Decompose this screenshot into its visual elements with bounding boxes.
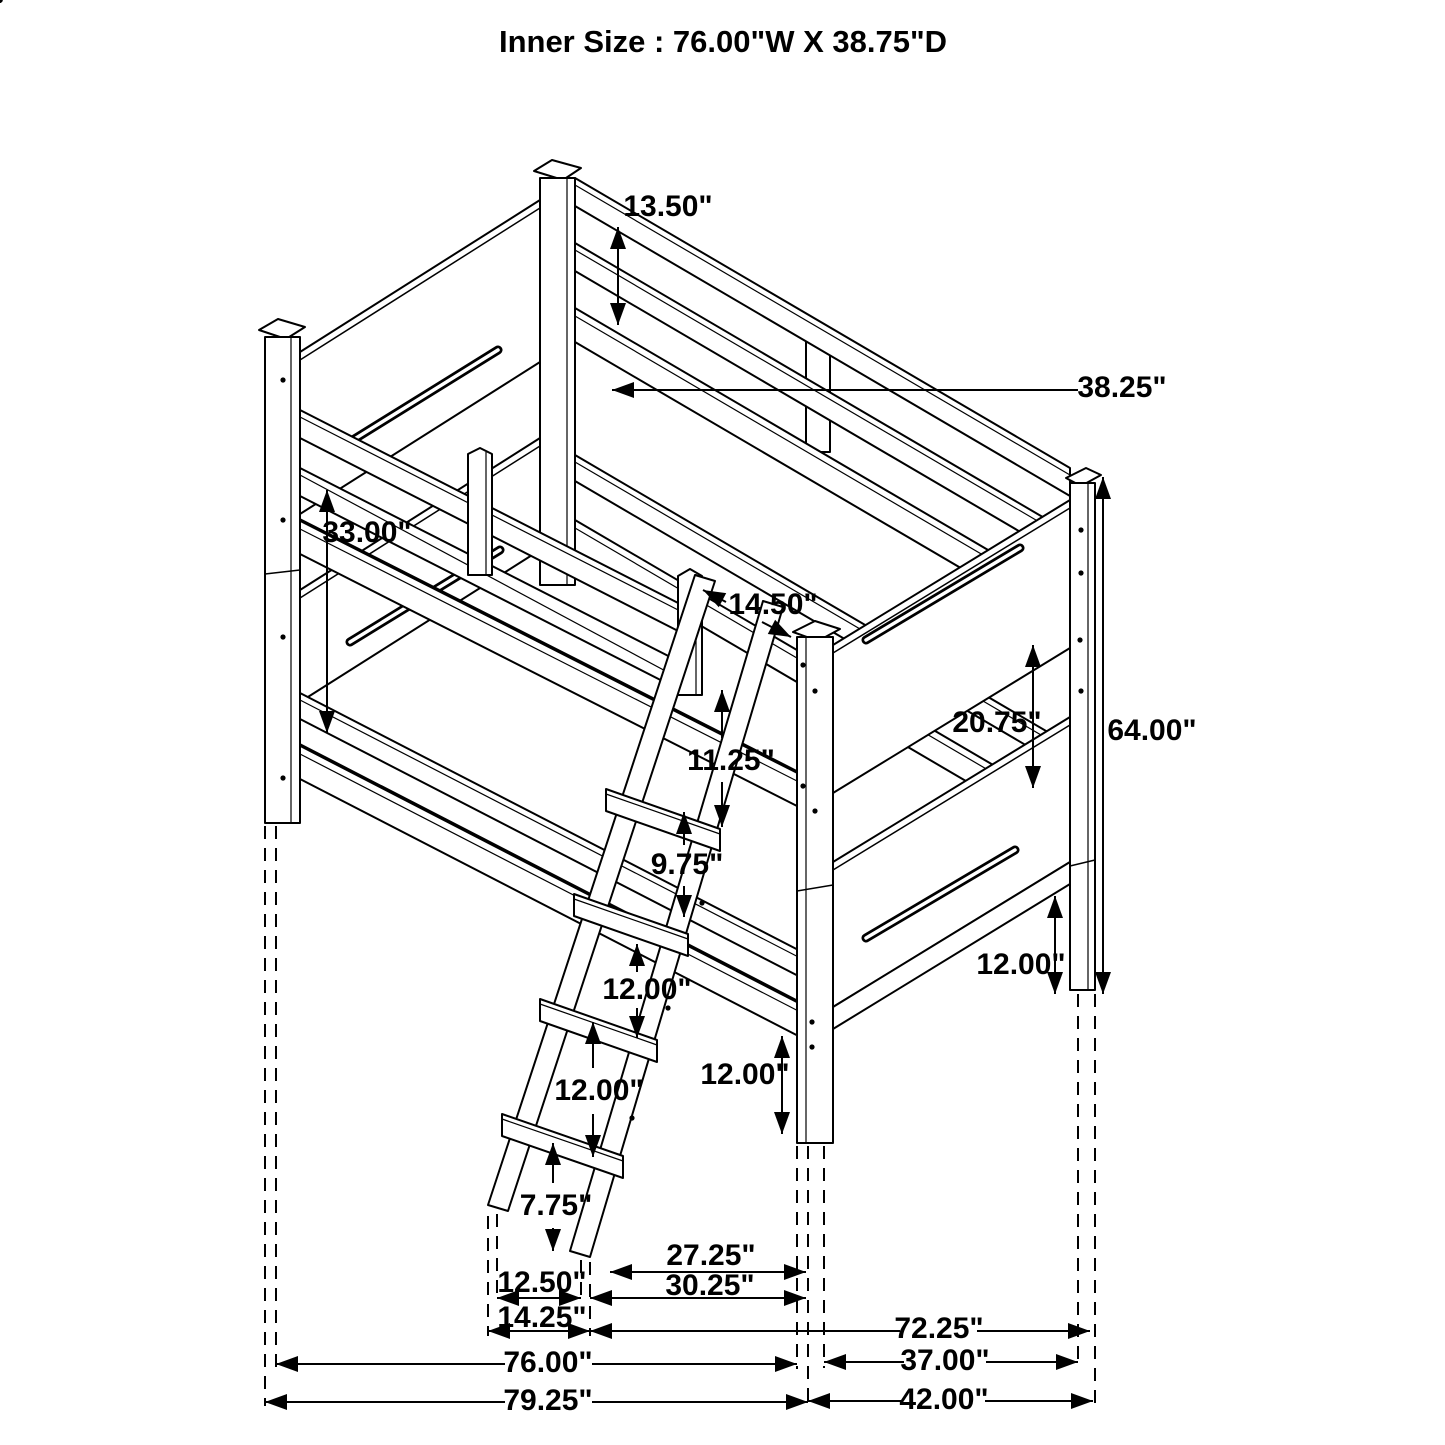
dimension-label: 30.25": [665, 1268, 755, 1302]
dimension-label: 72.25": [894, 1311, 984, 1345]
dimension-label: 9.75": [650, 847, 724, 881]
dimension-label: 11.25": [687, 743, 775, 777]
screw-hole-dot: [280, 634, 285, 639]
screw-hole-dot: [280, 517, 285, 522]
dimension-label: 14.25": [497, 1300, 587, 1334]
screw-hole-dot: [812, 808, 817, 813]
screw-hole-dot: [800, 783, 805, 788]
screw-hole-dot: [809, 1019, 814, 1024]
dimension-label: 27.25": [666, 1238, 756, 1272]
screw-hole-dot: [809, 1044, 814, 1049]
dimension-label: 14.50": [728, 587, 818, 621]
dimension-label: 7.75": [519, 1188, 593, 1222]
bed-part: [265, 337, 300, 823]
dimension-label: 79.25": [503, 1383, 593, 1417]
bed-part: [1070, 483, 1095, 990]
dimension-label: 38.25": [1077, 370, 1167, 404]
screw-hole-dot: [1078, 570, 1083, 575]
screw-hole-dot: [1078, 527, 1083, 532]
dimension-label: 33.00": [322, 515, 412, 549]
screw-hole-dot: [629, 1115, 634, 1120]
screw-hole-dot: [800, 662, 805, 667]
dimension-label: 12.00": [700, 1057, 790, 1091]
screw-hole-dot: [280, 775, 285, 780]
screw-hole-dot: [280, 377, 285, 382]
dimension-label: 12.50": [497, 1265, 587, 1299]
dimension-label: 13.50": [623, 189, 713, 223]
diagram-title: Inner Size : 76.00"W X 38.75"D: [498, 24, 948, 59]
dimension-label: 12.00": [602, 972, 692, 1006]
screw-hole-dot: [699, 900, 704, 905]
dimension-label: 76.00": [503, 1345, 593, 1379]
dimension-label: 20.75": [952, 705, 1042, 739]
dimension-label: 37.00": [900, 1343, 990, 1377]
dimension-label: 42.00": [899, 1382, 989, 1416]
screw-hole-dot: [812, 688, 817, 693]
dimension-label: 12.00": [554, 1073, 644, 1107]
screw-hole-dot: [1078, 688, 1083, 693]
dimension-label: 12.00": [976, 947, 1066, 981]
bed-part: [468, 448, 492, 575]
screw-hole-dot: [1077, 637, 1082, 642]
dimension-label: 64.00": [1107, 713, 1197, 747]
bed-part: [540, 178, 575, 585]
screw-hole-dot: [665, 1005, 670, 1010]
